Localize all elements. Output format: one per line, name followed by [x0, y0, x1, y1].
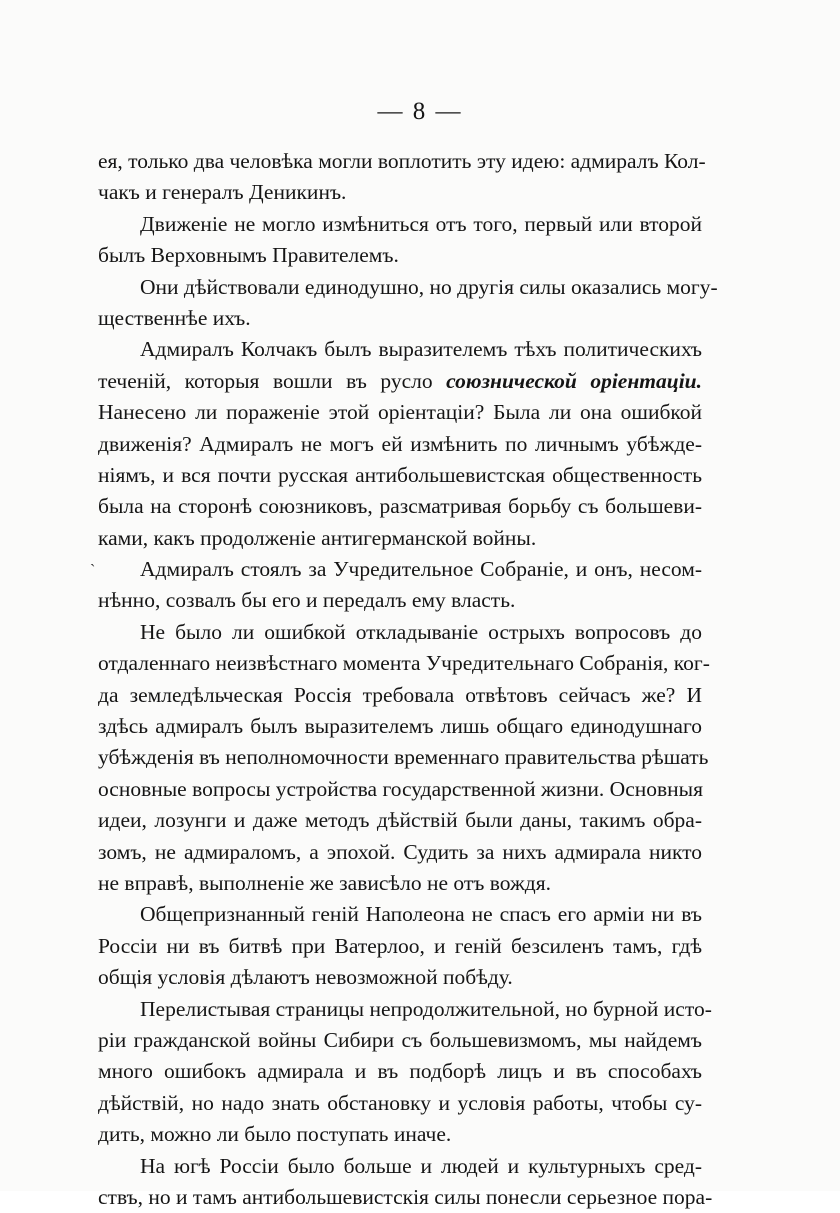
- text-line: Они дѣйствовали единодушно, но другія силы оказались могу-: [98, 272, 702, 303]
- text-line: идеи, лозунги и даже методъ дѣйствій были даны, такимъ обра-: [98, 805, 702, 836]
- text-line: былъ Верховнымъ Правителемъ.: [98, 240, 702, 271]
- text-line: Движеніе не могло измѣниться отъ того, первый или второй: [98, 209, 702, 240]
- text-line: ріи гражданской войны Сибири съ большевизмомъ, мы найдемъ: [98, 1025, 702, 1056]
- text-line: Общепризнанный геній Наполеона не спасъ его арміи ни въ: [98, 899, 702, 930]
- text-line: Адмиралъ Колчакъ былъ выразителемъ тѣхъ политическихъ: [98, 334, 702, 365]
- text-line: ніямъ, и вся почти русская антибольшевистская общественность: [98, 460, 702, 491]
- stray-mark: `: [90, 562, 95, 580]
- text-line: много ошибокъ адмирала и въ подборѣ лицъ и въ способахъ: [98, 1056, 702, 1087]
- paragraph: [98, 272, 702, 335]
- text-line: дѣйствій, но надо знать обстановку и условія работы, чтобы су-: [98, 1088, 702, 1119]
- text-line: чакъ и генералъ Деникинъ.: [98, 177, 702, 208]
- text-line: Не было ли ошибкой откладываніе острыхъ вопросовъ до: [98, 617, 702, 648]
- paragraph: [98, 1151, 702, 1213]
- paragraph: [98, 146, 702, 209]
- text-line: нѣнно, созвалъ бы его и передалъ ему власть.: [98, 585, 702, 616]
- text-line: да земледѣльческая Россія требовала отвѣтовъ сейчасъ же? И: [98, 680, 702, 711]
- paragraph: [98, 334, 702, 554]
- text-line: На югѣ Россіи было больше и людей и культурныхъ сред-: [98, 1151, 702, 1182]
- text-line: отдаленнаго неизвѣстнаго момента Учредительнаго Собранія, ког-: [98, 648, 702, 679]
- text-line: Нанесено ли пораженіе этой оріентаціи? Была ли она ошибкой: [98, 397, 702, 428]
- text-fragment: теченій, которыя вошли въ русло: [98, 369, 433, 393]
- emphasis-text: союзнической оріентаціи.: [446, 369, 702, 393]
- text-line: зомъ, не адмираломъ, а эпохой. Судить за нихъ адмирала никто: [98, 837, 702, 868]
- text-line: щественнѣе ихъ.: [98, 303, 702, 334]
- text-line: ками, какъ продолженіе антигерманской войны.: [98, 523, 702, 554]
- body-text: [98, 146, 702, 1213]
- paragraph: [98, 994, 702, 1151]
- text-line: Перелистывая страницы непродолжительной, но бурной исто-: [98, 994, 702, 1025]
- text-line: Адмиралъ стоялъ за Учредительное Собраніе, и онъ, несом-: [98, 554, 702, 585]
- text-line-with-emphasis: [98, 366, 702, 397]
- paragraph: [98, 617, 702, 900]
- text-line: не вправѣ, выполненіе же зависѣло не отъ вождя.: [98, 868, 702, 899]
- text-line: здѣсь адмиралъ былъ выразителемъ лишь общаго единодушнаго: [98, 711, 702, 742]
- paragraph: [98, 554, 702, 617]
- text-line: движенія? Адмиралъ не могъ ей измѣнить по личнымъ убѣжде-: [98, 429, 702, 460]
- text-line: основные вопросы устройства государственной жизни. Основныя: [98, 774, 702, 805]
- paragraph: [98, 209, 702, 272]
- text-line: была на сторонѣ союзниковъ, разсматривая борьбу съ большеви-: [98, 491, 702, 522]
- text-line: общія условія дѣлаютъ невозможной побѣду.: [98, 962, 702, 993]
- text-line: ствъ, но и тамъ антибольшевистскія силы понесли серьезное пора-: [98, 1182, 702, 1213]
- text-line: Россіи ни въ битвѣ при Ватерлоо, и геній безсиленъ тамъ, гдѣ: [98, 931, 702, 962]
- text-line: дить, можно ли было поступать иначе.: [98, 1119, 702, 1150]
- paragraph: [98, 899, 702, 993]
- page-number: — 8 —: [0, 98, 840, 126]
- text-line: убѣжденія въ неполномочности временнаго правительства рѣшать: [98, 742, 702, 773]
- text-line: ея, только два человѣка могли воплотить эту идею: адмиралъ Кол-: [98, 146, 702, 177]
